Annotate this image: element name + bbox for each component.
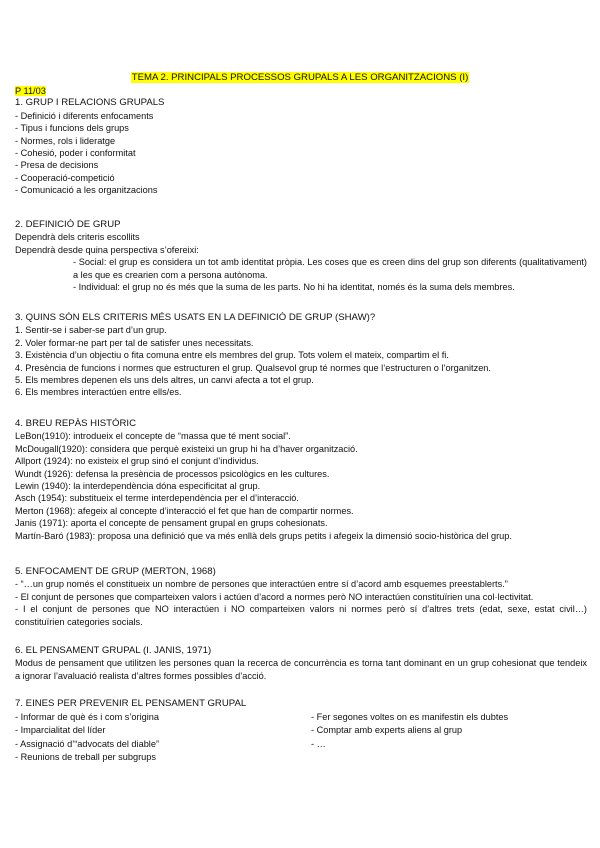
list-item: Merton (1968): afegeix al concepte d’interacció el fet que han de compartir normes.	[15, 505, 354, 516]
bullet-individual: - Individual: el grup no és més que la suma de les parts. No hi ha identitat, només és la suma dels membres.	[73, 281, 515, 292]
bullet-social: - Social: el grup es considera un tot amb identitat pròpia. Les coses que es creen dins del grup son diferents (qualitativament) a les que es crearien com a persona autònoma.	[73, 257, 587, 280]
list-item: - Normes, rols i lideratge	[15, 135, 116, 146]
section-6-heading: 6. EL PENSAMENT GRUPAL (I. JANIS, 1971)	[15, 645, 212, 656]
section-2	[15, 219, 587, 293]
list-item: - Informar de què és i com s’origina	[15, 712, 159, 722]
section-5	[15, 566, 587, 628]
list-item: 4. Presència de funcions i normes que estructuren el grup. Qualsevol grup té normes que l’estructuren o l’organitzen.	[15, 362, 491, 373]
section-3	[15, 312, 587, 399]
section-7-right-column	[311, 711, 508, 751]
list-item: Wundt (1926): defensa la presència de processos psicològics en les cultures.	[15, 468, 330, 479]
list-item: Lewin (1940): la interdependència dóna especificitat al grup.	[15, 480, 261, 491]
list-item: - “…un grup només el constitueix un nombre de persones que interactúen entre sí d’acord amb esquemes preestablerts.”	[15, 579, 508, 590]
list-item: Asch (1954): substitueix el terme interdependència per el d’interacció.	[15, 493, 299, 504]
list-item: - Cohesió, poder i conformitat	[15, 147, 136, 158]
list-item: - Comptar amb experts aliens al grup	[311, 725, 463, 736]
list-item: - El conjunt de persones que comparteixen valors i actúen d’acord a normes però NO interactúen constituïrien una col·lectivitat.	[15, 591, 534, 602]
list-item: LeBon(1910): introdueix el concepte de “massa que té ment social”.	[15, 431, 291, 442]
section-4-heading: 4. BREU REPÀS HISTÒRIC	[15, 418, 137, 429]
date-label: P 11/03	[15, 86, 46, 96]
list-item: 3. Existència d’un objectiu o fita comuna entre els membres del grup. Tots volem el mateix, compartim el fi.	[15, 350, 449, 361]
section-6	[15, 645, 587, 682]
list-item: - Comunicació a les organitzacions	[15, 185, 158, 196]
section-4	[15, 418, 587, 542]
section-2-heading: 2. DEFINICIÓ DE GRUP	[15, 219, 121, 230]
document-title	[0, 72, 600, 84]
list-item: - Assignació d’“advocats del diable”	[15, 738, 160, 749]
list-item: 5. Els membres depenen els uns dels altres, un canvi afecta a tot el grup.	[15, 374, 314, 385]
list-item: 6. Els membres interactúen entre ells/es.	[15, 387, 182, 398]
list-item: - …	[311, 738, 326, 749]
section-1	[15, 85, 587, 197]
section-1-heading: 1. GRUP I RELACIONS GRUPALS	[15, 97, 165, 109]
list-item: McDougall(1920): considera que perquè existeixi un grup hi ha d’haver organització.	[15, 443, 358, 454]
section-3-heading: 3. QUINS SÓN ELS CRITERIS MÉS USATS EN LA DEFINICIÓ DE GRUP (SHAW)?	[15, 312, 376, 323]
paragraph-line: Dependrà dels criteris escollits	[15, 232, 140, 243]
list-item: 1. Sentir-se i saber-se part d’un grup.	[15, 325, 167, 336]
list-item: - Cooperació-competició	[15, 172, 115, 183]
list-item: 2. Voler formar-ne part per tal de satisfer unes necessitats.	[15, 337, 254, 348]
list-item: - Fer segones voltes on es manifestin els dubtes	[311, 712, 509, 722]
section-5-heading: 5. ENFOCAMENT DE GRUP (MERTON, 1968)	[15, 566, 216, 577]
section-7	[15, 698, 587, 710]
paragraph-line: Dependrà desde quina perspectiva s’ofereixi:	[15, 244, 199, 255]
document-title-text: TEMA 2. PRINCIPALS PROCESSOS GRUPALS A LES ORGANITZACIONS (I)	[131, 72, 469, 83]
list-item: - Definició i diferents enfocaments	[15, 110, 154, 121]
list-item: - Reunions de treball per subgrups	[15, 752, 156, 763]
list-item: - Tipus i funcions dels grups	[15, 123, 129, 134]
list-item: Martín-Baró (1983): proposa una definició que va més enllà dels grups petits i afegeix la dimensió socio-històrica del grup.	[15, 530, 512, 541]
list-item: - Presa de decisions	[15, 160, 99, 171]
section-7-heading: 7. EINES PER PREVENIR EL PENSAMENT GRUPAL	[15, 698, 247, 709]
list-item: - I el conjunt de persones que NO interactúen i NO comparteixen valors ni normes però sí d’altres trets (edat, sexe, estat civil…) constituïrien categories socials.	[15, 604, 587, 627]
section-7-left-column	[15, 711, 159, 765]
list-item: Allport (1924): no existeix el grup sinó el conjunt d’individus.	[15, 456, 259, 467]
section-6-paragraph: Modus de pensament que utilitzen les persones quan la recerca de concurrència es torna tant dominant en un grup cohesionat que tendeix a ignorar l’avaluació realista d’altres formes possibles d’acció.	[15, 658, 587, 681]
list-item: Janis (1971): aporta el concepte de pensament grupal en grups cohesionats.	[15, 518, 328, 529]
list-item: - Imparcialitat del líder	[15, 725, 106, 736]
